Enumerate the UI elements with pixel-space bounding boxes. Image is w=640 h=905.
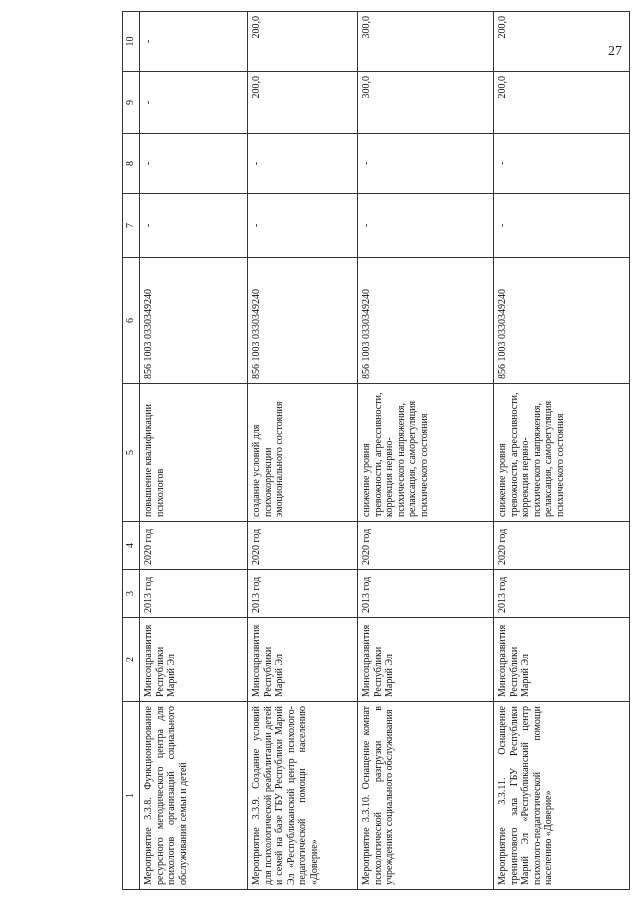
value-col-8: - bbox=[248, 134, 358, 194]
end-year: 2020 год bbox=[140, 522, 248, 570]
value-col-8: - bbox=[358, 134, 494, 194]
header-cell-4: 4 bbox=[123, 522, 140, 570]
header-cell-1: 1 bbox=[123, 702, 140, 890]
end-year: 2020 год bbox=[358, 522, 494, 570]
table-row bbox=[494, 12, 630, 890]
header-cell-8: 8 bbox=[123, 134, 140, 194]
value-col-7: - bbox=[140, 194, 248, 258]
executor: Минсоцразвития Республики Марий Эл bbox=[494, 618, 630, 702]
program-table bbox=[122, 11, 630, 890]
start-year: 2013 год bbox=[248, 570, 358, 618]
measure-name: Мероприятие 3.3.9. Создание условий для психологической реабилитации детей и семей на базе ГБУ Республики Марий Эл «Республиканский центр психолого-педагогической помощи населению «Доверие» bbox=[248, 702, 358, 890]
value-col-10: - bbox=[140, 12, 248, 72]
header-cell-2: 2 bbox=[123, 618, 140, 702]
page-number: 27 bbox=[608, 44, 622, 59]
header-cell-10: 10 bbox=[123, 12, 140, 72]
budget-code: 856 1003 0330349240 bbox=[248, 258, 358, 384]
measure-name: Мероприятие 3.3.11. Оснащение тренингового зала ГБУ Республики Марий Эл «Республиканский центр психолого-педагогической помощи населению «Доверие» bbox=[494, 702, 630, 890]
header-cell-3: 3 bbox=[123, 570, 140, 618]
value-col-7: - bbox=[248, 194, 358, 258]
program-table-sheet bbox=[122, 12, 622, 890]
value-col-8: - bbox=[140, 134, 248, 194]
value-col-8: - bbox=[494, 134, 630, 194]
value-col-7: - bbox=[494, 194, 630, 258]
measure-name: Мероприятие 3.3.8. Функционирование ресурсного методического центра для психологов организаций социального обслуживания семьи и детей bbox=[140, 702, 248, 890]
header-cell-5: 5 bbox=[123, 384, 140, 522]
end-year: 2020 год bbox=[248, 522, 358, 570]
budget-code: 856 1003 0330349240 bbox=[358, 258, 494, 384]
expected-result: снижение уровня тревожности, агрессивности, коррекция нервно-психического напряжения, релаксация, саморегуляция психического состояния bbox=[358, 384, 494, 522]
table-row bbox=[358, 12, 494, 890]
table-rotation-frame bbox=[122, 12, 622, 890]
executor: Минсоцразвития Республики Марий Эл bbox=[248, 618, 358, 702]
executor: Минсоцразвития Республики Марий Эл bbox=[140, 618, 248, 702]
start-year: 2013 год bbox=[358, 570, 494, 618]
measure-name: Мероприятие 3.3.10. Оснащение комнат психологической разгрузки в учреждениях социального обслуживания bbox=[358, 702, 494, 890]
expected-result: снижение уровня тревожности, агрессивности, коррекция нервно-психического напряжения, релаксация, саморегуляция психического состояния bbox=[494, 384, 630, 522]
budget-code: 856 1003 0330349240 bbox=[140, 258, 248, 384]
value-col-10: 200,0 bbox=[248, 12, 358, 72]
header-cell-6: 6 bbox=[123, 258, 140, 384]
table-header-row bbox=[123, 12, 140, 890]
header-cell-9: 9 bbox=[123, 72, 140, 134]
end-year: 2020 год bbox=[494, 522, 630, 570]
executor: Минсоцразвития Республики Марий Эл bbox=[358, 618, 494, 702]
header-cell-7: 7 bbox=[123, 194, 140, 258]
start-year: 2013 год bbox=[140, 570, 248, 618]
value-col-9: 300,0 bbox=[358, 72, 494, 134]
table-row bbox=[248, 12, 358, 890]
budget-code: 856 1003 0330349240 bbox=[494, 258, 630, 384]
value-col-7: - bbox=[358, 194, 494, 258]
start-year: 2013 год bbox=[494, 570, 630, 618]
value-col-10: 200,0 bbox=[494, 12, 630, 72]
value-col-9: 200,0 bbox=[248, 72, 358, 134]
value-col-9: 200,0 bbox=[494, 72, 630, 134]
expected-result: создание условий для психокоррекции эмоционального состояния bbox=[248, 384, 358, 522]
expected-result: повышение квалификации психологов bbox=[140, 384, 248, 522]
value-col-10: 300,0 bbox=[358, 12, 494, 72]
table-row bbox=[140, 12, 248, 890]
value-col-9: - bbox=[140, 72, 248, 134]
